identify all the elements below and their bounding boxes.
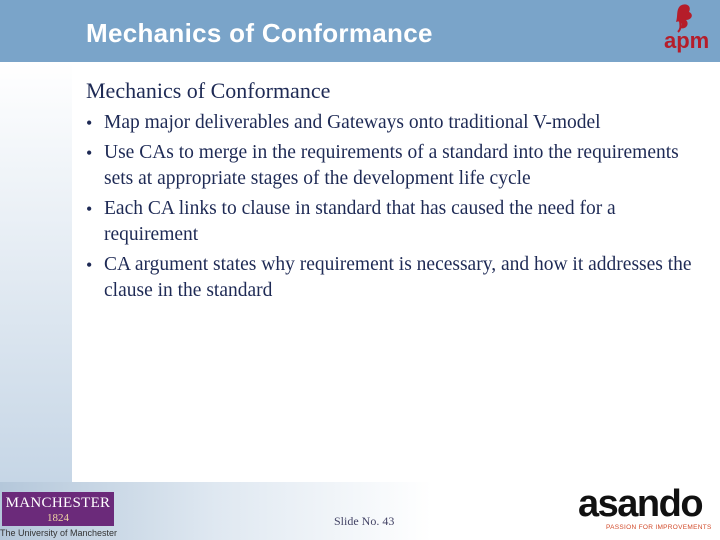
bullet-item [84,140,694,192]
manchester-logo-box [2,492,114,526]
apm-logo [656,2,718,58]
asando-logo-wordmark: asando [578,483,703,525]
slide-header-title: Mechanics of Conformance [86,18,433,48]
bullet-list [84,110,694,308]
asando-logo [576,482,718,534]
bullet-text: Each CA links to clause in standard that has caused the need for a requirement [104,198,616,245]
asando-logo-tagline: PASSION FOR IMPROVEMENTS [606,524,712,531]
manchester-logo-name: MANCHESTER [5,495,111,511]
bullet-dot-icon: • [86,143,93,163]
university-of-manchester-logo [0,492,118,540]
title-bar [0,0,720,62]
apm-logo-text: apm [664,28,710,53]
left-decorative-strip [0,62,72,482]
bullet-dot-icon: • [86,113,93,133]
bullet-item [84,110,694,136]
manchester-logo-year: 1824 [47,512,69,524]
bullet-text: Use CAs to merge in the requirements of a standard into the requirements sets at appropriate stages of the development life cycle [104,142,679,189]
manchester-logo-subtitle: The University of Manchester [0,528,118,538]
slide-number: Slide No. 43 [334,514,395,528]
bullet-text: Map major deliverables and Gateways onto traditional V-model [104,112,601,133]
bullet-item [84,252,694,304]
bullet-text: CA argument states why requirement is necessary, and how it addresses the clause in the standard [104,254,692,301]
bullet-dot-icon: • [86,255,93,275]
bullet-dot-icon: • [86,199,93,219]
bullet-item [84,196,694,248]
content-title: Mechanics of Conformance [86,78,331,103]
